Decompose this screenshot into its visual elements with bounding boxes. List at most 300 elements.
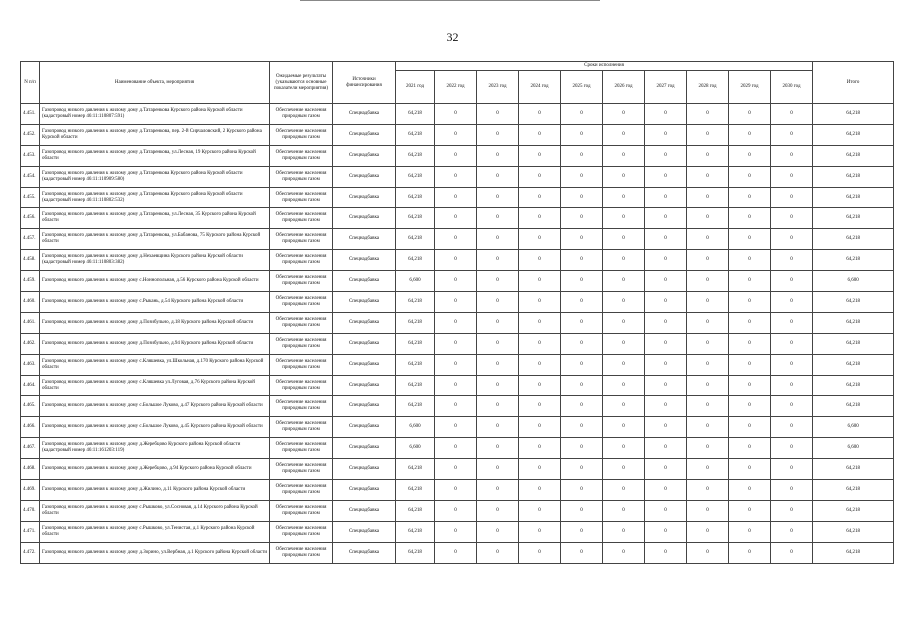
row-total: 64,218 — [813, 480, 894, 501]
row-number: 4.472. — [21, 542, 40, 563]
year-value: 64,218 — [396, 354, 435, 375]
year-value: 0 — [687, 542, 729, 563]
year-value: 0 — [645, 375, 687, 396]
expected-result: Обеспечение населения природным газом — [270, 459, 333, 480]
year-value: 0 — [477, 229, 519, 250]
year-value: 0 — [561, 166, 603, 187]
expected-result: Обеспечение населения природным газом — [270, 521, 333, 542]
year-value: 0 — [603, 229, 645, 250]
year-value: 0 — [477, 145, 519, 166]
year-value: 0 — [729, 312, 771, 333]
row-number: 4.459. — [21, 271, 40, 292]
year-value: 0 — [477, 104, 519, 125]
year-value: 0 — [561, 187, 603, 208]
funding-source: Спецнадбавка — [333, 396, 396, 417]
year-value: 0 — [687, 145, 729, 166]
expected-result: Обеспечение населения природным газом — [270, 271, 333, 292]
year-value: 0 — [435, 480, 477, 501]
year-value: 64,218 — [396, 500, 435, 521]
funding-source: Спецнадбавка — [333, 438, 396, 459]
funding-source: Спецнадбавка — [333, 459, 396, 480]
year-value: 0 — [771, 521, 813, 542]
year-value: 0 — [645, 542, 687, 563]
table-row — [21, 333, 894, 354]
year-value: 0 — [645, 521, 687, 542]
year-value: 0 — [435, 271, 477, 292]
year-value: 0 — [435, 229, 477, 250]
row-total: 64,218 — [813, 208, 894, 229]
expected-result: Обеспечение населения природным газом — [270, 438, 333, 459]
table-row — [21, 312, 894, 333]
row-number: 4.468. — [21, 459, 40, 480]
year-value: 0 — [603, 187, 645, 208]
year-value: 0 — [771, 145, 813, 166]
year-value: 0 — [435, 104, 477, 125]
funding-source: Спецнадбавка — [333, 375, 396, 396]
year-value: 0 — [435, 312, 477, 333]
year-value: 0 — [519, 480, 561, 501]
expected-result: Обеспечение населения природным газом — [270, 417, 333, 438]
header-name: Наименование объекта, мероприятия — [40, 62, 270, 104]
year-value: 0 — [729, 521, 771, 542]
funding-source: Спецнадбавка — [333, 166, 396, 187]
year-value: 0 — [687, 521, 729, 542]
year-value: 64,218 — [396, 312, 435, 333]
year-value: 0 — [729, 500, 771, 521]
row-number: 4.454. — [21, 166, 40, 187]
year-value: 0 — [477, 208, 519, 229]
row-total: 64,218 — [813, 292, 894, 313]
table-row — [21, 104, 894, 125]
row-number: 4.460. — [21, 292, 40, 313]
funding-source: Спецнадбавка — [333, 521, 396, 542]
table-row — [21, 145, 894, 166]
row-total: 64,218 — [813, 396, 894, 417]
year-value: 0 — [519, 250, 561, 271]
year-value: 6,600 — [396, 438, 435, 459]
year-value: 0 — [603, 333, 645, 354]
header-period: Сроки исполнения — [396, 62, 813, 71]
row-number: 4.451. — [21, 104, 40, 125]
table-row — [21, 542, 894, 563]
year-value: 64,218 — [396, 375, 435, 396]
year-value: 0 — [477, 438, 519, 459]
year-value: 0 — [729, 459, 771, 480]
row-number: 4.467. — [21, 438, 40, 459]
row-total: 6,600 — [813, 271, 894, 292]
year-value: 0 — [687, 271, 729, 292]
table-row — [21, 250, 894, 271]
funding-source: Спецнадбавка — [333, 250, 396, 271]
object-name: Газопровод низкого давления к жилому дому д.Татаренкова Курского района Курской области (кадастровый номер 46:11:110909:580) — [40, 166, 270, 187]
year-value: 0 — [477, 292, 519, 313]
expected-result: Обеспечение населения природным газом — [270, 124, 333, 145]
year-value: 0 — [435, 354, 477, 375]
year-value: 0 — [771, 229, 813, 250]
year-value: 0 — [729, 250, 771, 271]
year-value: 0 — [771, 417, 813, 438]
year-value: 0 — [603, 124, 645, 145]
table-row — [21, 417, 894, 438]
year-value: 0 — [687, 333, 729, 354]
table-row — [21, 354, 894, 375]
row-number: 4.465. — [21, 396, 40, 417]
year-value: 0 — [603, 354, 645, 375]
expected-result: Обеспечение населения природным газом — [270, 396, 333, 417]
table-row — [21, 124, 894, 145]
year-value: 0 — [519, 312, 561, 333]
year-value: 0 — [477, 333, 519, 354]
year-value: 0 — [519, 333, 561, 354]
year-value: 0 — [519, 542, 561, 563]
object-name: Газопровод низкого давления к жилому дому с.Ноннопольная, д.56 Курского района Курской области — [40, 271, 270, 292]
year-value: 0 — [771, 250, 813, 271]
row-number: 4.466. — [21, 417, 40, 438]
object-name: Газопровод низкого давления к жилому дому д.Нехаевщина Курского района Курской области (кадастровый номер 46:11:110803:382) — [40, 250, 270, 271]
year-value: 0 — [519, 500, 561, 521]
year-value: 0 — [519, 187, 561, 208]
year-value: 0 — [603, 542, 645, 563]
year-value: 0 — [771, 312, 813, 333]
row-number: 4.452. — [21, 124, 40, 145]
year-value: 0 — [645, 208, 687, 229]
year-value: 0 — [477, 166, 519, 187]
funding-source: Спецнадбавка — [333, 124, 396, 145]
row-number: 4.469. — [21, 480, 40, 501]
year-value: 0 — [729, 354, 771, 375]
object-name: Газопровод низкого давления к жилому дому д.Татаренкова Курского района Курской области (кадастровый номер 46:11:110807:591) — [40, 104, 270, 125]
funding-source: Спецнадбавка — [333, 271, 396, 292]
header-year: 2029 год — [729, 71, 771, 104]
object-name: Газопровод низкого давления к жилому дому д.Татаренкова, ул.Бабанова, 75 Курского района Курской области — [40, 229, 270, 250]
funding-source: Спецнадбавка — [333, 292, 396, 313]
year-value: 0 — [561, 521, 603, 542]
expected-result: Обеспечение населения природным газом — [270, 292, 333, 313]
year-value: 0 — [477, 521, 519, 542]
year-value: 0 — [645, 292, 687, 313]
year-value: 0 — [603, 521, 645, 542]
year-value: 0 — [435, 542, 477, 563]
header-year: 2028 год — [687, 71, 729, 104]
row-number: 4.463. — [21, 354, 40, 375]
year-value: 0 — [435, 208, 477, 229]
year-value: 0 — [561, 375, 603, 396]
year-value: 0 — [645, 480, 687, 501]
object-name: Газопровод низкого давления к жилому дому д.Жеребцово Курского района Курской области (кадастровый номер 46:11:161203:119) — [40, 438, 270, 459]
year-value: 64,218 — [396, 250, 435, 271]
year-value: 0 — [603, 208, 645, 229]
year-value: 0 — [477, 271, 519, 292]
expected-result: Обеспечение населения природным газом — [270, 312, 333, 333]
funding-source: Спецнадбавка — [333, 145, 396, 166]
funding-source: Спецнадбавка — [333, 542, 396, 563]
year-value: 0 — [519, 104, 561, 125]
year-value: 0 — [435, 459, 477, 480]
year-value: 0 — [603, 145, 645, 166]
year-value: 0 — [519, 292, 561, 313]
expected-result: Обеспечение населения природным газом — [270, 542, 333, 563]
expected-result: Обеспечение населения природным газом — [270, 145, 333, 166]
year-value: 0 — [561, 229, 603, 250]
year-value: 0 — [561, 271, 603, 292]
year-value: 0 — [729, 480, 771, 501]
year-value: 64,218 — [396, 396, 435, 417]
year-value: 0 — [561, 292, 603, 313]
row-total: 64,218 — [813, 166, 894, 187]
year-value: 0 — [687, 250, 729, 271]
year-value: 0 — [435, 375, 477, 396]
year-value: 0 — [771, 438, 813, 459]
year-value: 0 — [435, 250, 477, 271]
object-name: Газопровод низкого давления к жилому дому с.Большое Луково, д.47 Курского района Курской области — [40, 396, 270, 417]
year-value: 0 — [771, 375, 813, 396]
year-value: 0 — [771, 459, 813, 480]
row-number: 4.464. — [21, 375, 40, 396]
year-value: 64,218 — [396, 333, 435, 354]
year-value: 6,600 — [396, 271, 435, 292]
year-value: 0 — [561, 438, 603, 459]
expected-result: Обеспечение населения природным газом — [270, 166, 333, 187]
year-value: 0 — [645, 229, 687, 250]
funding-source: Спецнадбавка — [333, 480, 396, 501]
year-value: 0 — [645, 104, 687, 125]
year-value: 0 — [645, 166, 687, 187]
year-value: 0 — [477, 124, 519, 145]
year-value: 0 — [519, 229, 561, 250]
row-total: 64,218 — [813, 500, 894, 521]
row-total: 64,218 — [813, 145, 894, 166]
row-number: 4.470. — [21, 500, 40, 521]
row-total: 64,218 — [813, 124, 894, 145]
year-value: 0 — [561, 417, 603, 438]
year-value: 0 — [603, 375, 645, 396]
table-row — [21, 208, 894, 229]
object-name: Газопровод низкого давления к жилому дому д.Жеребцово, д.94 Курского района Курской области — [40, 459, 270, 480]
year-value: 0 — [561, 542, 603, 563]
year-value: 0 — [687, 208, 729, 229]
year-value: 0 — [603, 250, 645, 271]
year-value: 0 — [561, 480, 603, 501]
year-value: 0 — [729, 417, 771, 438]
year-value: 0 — [729, 375, 771, 396]
year-value: 0 — [729, 187, 771, 208]
object-name: Газопровод низкого давления к жилому дому д.Татаренкова, ул.Лесная, 19 Курского района Курской области — [40, 145, 270, 166]
funding-source: Спецнадбавка — [333, 229, 396, 250]
year-value: 0 — [687, 292, 729, 313]
year-value: 0 — [435, 145, 477, 166]
object-name: Газопровод низкого давления к жилому дому с.Кляшевка ул.Луговая, д.76 Курского района Курской области — [40, 375, 270, 396]
top-edge-line — [300, 0, 600, 1]
year-value: 0 — [645, 271, 687, 292]
object-name: Газопровод низкого давления к жилому дому д.Позибульно, д.18 Курского района Курской области — [40, 312, 270, 333]
row-total: 64,218 — [813, 375, 894, 396]
row-number: 4.461. — [21, 312, 40, 333]
row-number: 4.457. — [21, 229, 40, 250]
year-value: 0 — [603, 271, 645, 292]
header-result: Ожидаемые результаты (указываются основные показатели мероприятия) — [270, 62, 333, 104]
table-row — [21, 500, 894, 521]
year-value: 0 — [771, 500, 813, 521]
year-value: 64,218 — [396, 187, 435, 208]
year-value: 6,600 — [396, 417, 435, 438]
year-value: 0 — [687, 396, 729, 417]
expected-result: Обеспечение населения природным газом — [270, 208, 333, 229]
year-value: 0 — [729, 208, 771, 229]
year-value: 0 — [519, 271, 561, 292]
year-value: 0 — [519, 459, 561, 480]
year-value: 0 — [687, 438, 729, 459]
year-value: 0 — [519, 124, 561, 145]
row-number: 4.455. — [21, 187, 40, 208]
year-value: 0 — [477, 396, 519, 417]
table-row — [21, 438, 894, 459]
year-value: 0 — [687, 104, 729, 125]
year-value: 0 — [687, 417, 729, 438]
year-value: 0 — [519, 166, 561, 187]
year-value: 0 — [561, 396, 603, 417]
year-value: 0 — [687, 229, 729, 250]
table-row — [21, 187, 894, 208]
year-value: 0 — [687, 312, 729, 333]
year-value: 0 — [519, 396, 561, 417]
year-value: 0 — [687, 500, 729, 521]
year-value: 64,218 — [396, 104, 435, 125]
funding-source: Спецнадбавка — [333, 500, 396, 521]
expected-result: Обеспечение населения природным газом — [270, 229, 333, 250]
funding-source: Спецнадбавка — [333, 208, 396, 229]
year-value: 0 — [477, 500, 519, 521]
year-value: 0 — [435, 417, 477, 438]
object-name: Газопровод низкого давления к жилому дому д.Татаренкова Курского района Курской области (кадастровый номер 46:11:110802:532) — [40, 187, 270, 208]
row-total: 6,600 — [813, 438, 894, 459]
funding-source: Спецнадбавка — [333, 104, 396, 125]
year-value: 0 — [477, 354, 519, 375]
row-total: 64,218 — [813, 229, 894, 250]
object-name: Газопровод низкого давления к жилому дому с.Рыкань, д.54 Курского района Курской области — [40, 292, 270, 313]
year-value: 64,218 — [396, 480, 435, 501]
year-value: 0 — [645, 354, 687, 375]
year-value: 0 — [477, 187, 519, 208]
row-total: 6,600 — [813, 417, 894, 438]
year-value: 0 — [477, 459, 519, 480]
year-value: 0 — [519, 208, 561, 229]
row-total: 64,218 — [813, 250, 894, 271]
row-total: 64,218 — [813, 104, 894, 125]
table-row — [21, 271, 894, 292]
year-value: 0 — [603, 438, 645, 459]
year-value: 64,218 — [396, 542, 435, 563]
year-value: 64,218 — [396, 292, 435, 313]
year-value: 0 — [477, 480, 519, 501]
year-value: 0 — [729, 438, 771, 459]
year-value: 0 — [519, 438, 561, 459]
year-value: 0 — [771, 354, 813, 375]
year-value: 64,218 — [396, 459, 435, 480]
row-number: 4.456. — [21, 208, 40, 229]
year-value: 0 — [435, 396, 477, 417]
year-value: 0 — [603, 459, 645, 480]
row-total: 64,218 — [813, 187, 894, 208]
header-year: 2022 год — [435, 71, 477, 104]
year-value: 0 — [435, 521, 477, 542]
year-value: 0 — [561, 354, 603, 375]
table-row — [21, 396, 894, 417]
year-value: 0 — [519, 417, 561, 438]
year-value: 0 — [603, 104, 645, 125]
year-value: 0 — [477, 417, 519, 438]
funding-source: Спецнадбавка — [333, 417, 396, 438]
table-row — [21, 166, 894, 187]
row-number: 4.471. — [21, 521, 40, 542]
year-value: 64,218 — [396, 166, 435, 187]
header-year: 2023 год — [477, 71, 519, 104]
year-value: 0 — [561, 459, 603, 480]
year-value: 0 — [561, 124, 603, 145]
year-value: 0 — [435, 500, 477, 521]
year-value: 0 — [645, 333, 687, 354]
year-value: 0 — [519, 145, 561, 166]
year-value: 0 — [645, 312, 687, 333]
year-value: 64,218 — [396, 145, 435, 166]
expected-result: Обеспечение населения природным газом — [270, 500, 333, 521]
year-value: 0 — [603, 396, 645, 417]
year-value: 0 — [561, 333, 603, 354]
object-name: Газопровод низкого давления к жилому дому д.Зорино, ул.Вербная, д.1 Курского района Курской области — [40, 542, 270, 563]
year-value: 0 — [645, 250, 687, 271]
year-value: 0 — [771, 166, 813, 187]
table-row — [21, 375, 894, 396]
expected-result: Обеспечение населения природным газом — [270, 250, 333, 271]
year-value: 0 — [603, 417, 645, 438]
year-value: 0 — [729, 145, 771, 166]
year-value: 0 — [561, 500, 603, 521]
table-row — [21, 229, 894, 250]
year-value: 0 — [435, 124, 477, 145]
table-row — [21, 480, 894, 501]
year-value: 0 — [435, 333, 477, 354]
header-year: 2027 год — [645, 71, 687, 104]
expected-result: Обеспечение населения природным газом — [270, 333, 333, 354]
year-value: 0 — [771, 292, 813, 313]
year-value: 0 — [687, 459, 729, 480]
table-row — [21, 459, 894, 480]
table-row — [21, 521, 894, 542]
object-name: Газопровод низкого давления к жилому дому с.Большое Луково, д.45 Курского района Курской области — [40, 417, 270, 438]
header-total: Итого — [813, 62, 894, 104]
year-value: 0 — [561, 145, 603, 166]
year-value: 0 — [435, 166, 477, 187]
funding-source: Спецнадбавка — [333, 312, 396, 333]
year-value: 0 — [771, 480, 813, 501]
object-name: Газопровод низкого давления к жилому дому д.Татаренкова, пер. 2-й Сирчаловский, 2 Курского района Курской области — [40, 124, 270, 145]
year-value: 0 — [687, 480, 729, 501]
row-total: 64,218 — [813, 333, 894, 354]
year-value: 0 — [603, 166, 645, 187]
page-number: 32 — [446, 30, 459, 44]
header-num: N п/п — [21, 62, 40, 104]
year-value: 0 — [603, 312, 645, 333]
year-value: 0 — [729, 292, 771, 313]
year-value: 0 — [771, 271, 813, 292]
object-name: Газопровод низкого давления к жилому дому д.Позибульно, д.94 Курского района Курской области — [40, 333, 270, 354]
year-value: 0 — [645, 145, 687, 166]
year-value: 0 — [477, 375, 519, 396]
year-value: 0 — [645, 459, 687, 480]
row-total: 64,218 — [813, 521, 894, 542]
year-value: 0 — [645, 417, 687, 438]
row-number: 4.453. — [21, 145, 40, 166]
object-name: Газопровод низкого давления к жилому дому с.Кляшевка, ул.Школьная, д.170 Курского района Курской области — [40, 354, 270, 375]
